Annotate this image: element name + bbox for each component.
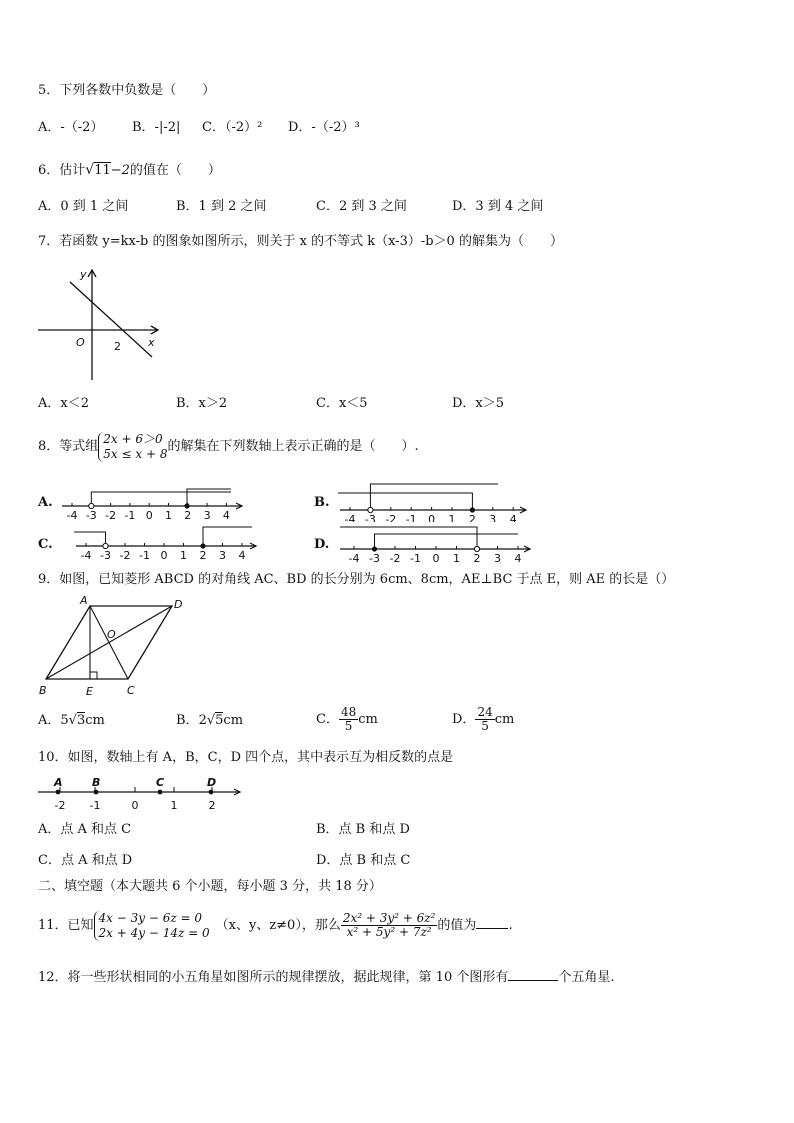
- q6-radicand: 11: [94, 163, 111, 178]
- q8-option-d-label: D.: [314, 537, 330, 552]
- q6-stem: [38, 162, 221, 179]
- numberline-tick-label: 3: [203, 509, 211, 522]
- numberline-tick-label: -2: [385, 513, 397, 522]
- q8-option-b-label: B.: [314, 495, 330, 510]
- numberline-tick-label: 2: [184, 509, 192, 522]
- q9-option-a: [38, 713, 105, 729]
- q11-line1: 4x − 3y − 6z = 0: [98, 910, 203, 925]
- q7-option-c: C．x＜5: [316, 396, 368, 411]
- numberline-tick-label: -2: [105, 509, 117, 522]
- q8-stem: [38, 428, 419, 466]
- numberline-tick-label: -3: [369, 552, 380, 565]
- q7-y-label: y: [80, 268, 87, 281]
- q9-option-c-fraction: [339, 706, 358, 733]
- q8-line1: 2x + 6＞0: [103, 431, 163, 446]
- q9-label-b: B: [39, 684, 47, 697]
- numberline-tick-label: -3: [100, 549, 111, 562]
- q9-option-c-unit: cm: [358, 712, 378, 727]
- q5-stem: 5．下列各数中负数是（ ）: [38, 83, 216, 98]
- q5-option-a: A．-（-2）: [38, 120, 104, 135]
- q9-option-d-unit: cm: [494, 712, 515, 727]
- q6-option-a: A．0 到 1 之间: [38, 199, 129, 214]
- numberline-tick-label: 4: [222, 509, 230, 522]
- q9-option-b: [176, 713, 243, 729]
- q6-suffix: 的值在（ ）: [129, 163, 221, 178]
- q10-tick-label: -1: [89, 799, 101, 812]
- q7-graph: [30, 262, 170, 384]
- numberline-tick-label: -3: [364, 513, 376, 522]
- q6-option-d: D．3 到 4 之间: [452, 199, 544, 214]
- q6-option-b: B．1 到 2 之间: [176, 199, 267, 214]
- q10-option-c: C．点 A 和点 D: [38, 853, 133, 868]
- q9-option-b-coef: 2: [198, 713, 207, 728]
- q10-numberline: [36, 772, 246, 816]
- q9-option-b-unit: cm: [223, 713, 244, 728]
- q10-option-a: A．点 A 和点 C: [38, 822, 132, 837]
- q5-option-d: D．-（-2）³: [288, 120, 360, 135]
- sqrt-symbol: √: [206, 713, 216, 728]
- q8-option-a-label: A.: [38, 495, 53, 510]
- q11-line2: 2x + 4y − 14z = 0: [98, 925, 210, 940]
- numberline-tick-label: -4: [80, 549, 92, 562]
- q10-option-d: D．点 B 和点 C: [316, 853, 411, 868]
- q8-numberline-a: [56, 480, 246, 522]
- numberline-tick-label: 4: [509, 513, 517, 522]
- q8-numberline-d: [334, 522, 534, 566]
- section-2-title: 二、填空题（本大题共 6 个小题，每小题 3 分，共 18 分）: [38, 879, 382, 894]
- q7-option-b: B．x＞2: [176, 396, 228, 411]
- q9-option-b-radicand: 5: [215, 713, 224, 728]
- numberline-tick-label: 3: [489, 513, 497, 522]
- q7-stem: 7．若函数 y=kx-b 的图象如图所示，则关于 x 的不等式 k（x-3）-b＞0 的解集为（ ）: [38, 234, 563, 249]
- q9-rhombus-figure: [34, 592, 204, 704]
- q8-numberline-c: [70, 522, 260, 566]
- q8-numberline-b: [334, 480, 530, 522]
- q9-option-d: [452, 702, 514, 738]
- numberline-tick-label: 1: [180, 549, 187, 562]
- q10-tick-label: 2: [208, 799, 216, 812]
- q9-label-e: E: [86, 685, 93, 698]
- q9-label-c: C: [127, 684, 135, 697]
- numberline-tick-label: 0: [432, 552, 440, 565]
- q9-option-c-num: 48: [340, 705, 357, 719]
- numberline-tick-label: -3: [85, 509, 97, 522]
- numberline-tick-label: 1: [453, 552, 460, 565]
- numberline-tick-label: 4: [514, 552, 522, 565]
- numberline-tick-label: -1: [139, 549, 150, 562]
- q11-denominator: x² + 5y² + 7z²: [346, 925, 432, 939]
- q7-origin-label: O: [76, 336, 85, 349]
- q7-intercept-label: 2: [114, 340, 121, 353]
- q11-suffix: 的值为: [437, 918, 477, 933]
- q10-point-b: [94, 790, 99, 795]
- q9-option-a-coef: 5: [60, 713, 69, 728]
- sqrt-symbol: √: [68, 713, 77, 728]
- q10-point-a: [56, 790, 61, 795]
- numberline-tick-label: 1: [448, 513, 456, 522]
- q11-prefix: 11．已知: [38, 918, 94, 933]
- q11-numerator: 2x² + 3y² + 6z²: [342, 911, 436, 925]
- q10-tick-label: 1: [170, 799, 178, 812]
- numberline-tick-label: -1: [124, 509, 136, 522]
- q10-point-label-c: C: [156, 776, 165, 789]
- numberline-tick-label: -4: [66, 509, 78, 522]
- q9-option-d-label: D．: [452, 712, 476, 727]
- q9-option-c: [316, 702, 378, 738]
- q9-option-c-label: C．: [316, 712, 339, 727]
- q11-stem: [38, 904, 513, 948]
- numberline-tick-label: 0: [428, 513, 436, 522]
- q8-line2: 5x ≤ x + 8: [103, 446, 168, 461]
- q12-stem: [38, 968, 615, 986]
- q10-tick-label: -2: [54, 799, 66, 812]
- q12-suffix: 个五角星.: [558, 970, 615, 985]
- q10-stem: 10．如图，数轴上有 A，B，C，D 四个点，其中表示互为相反数的点是: [38, 750, 454, 765]
- numberline-tick-label: 1: [165, 509, 172, 522]
- q9-stem: 9．如图，已知菱形 ABCD 的对角线 AC、BD 的长分别为 6cm、8cm，AE⊥BC 于点 E，则 AE 的长是（）: [38, 572, 675, 587]
- q10-point-label-a: A: [54, 776, 63, 789]
- q5-option-b: B．-|-2|: [132, 120, 181, 135]
- q7-option-d: D．x＞5: [452, 396, 505, 411]
- q11-end: .: [508, 918, 513, 933]
- numberline-tick-label: 2: [473, 552, 481, 565]
- numberline-tick-label: 3: [494, 552, 501, 565]
- q10-option-b: B．点 B 和点 D: [316, 822, 410, 837]
- q6-minus: −2: [110, 163, 130, 178]
- q6-prefix: 6．估计: [38, 163, 86, 178]
- q9-label-d: D: [174, 598, 183, 611]
- numberline-tick-label: -2: [389, 552, 401, 565]
- q10-point-label-b: B: [92, 776, 101, 789]
- q10-tick-label: 0: [131, 799, 139, 812]
- q5-option-c: C．（-2）²: [202, 120, 263, 135]
- q9-option-c-den: 5: [344, 719, 353, 733]
- q12-text: 12．将一些形状相同的小五角星如图所示的规律摆放，据此规律，第 10 个图形有: [38, 970, 509, 985]
- q7-x-label: x: [148, 336, 155, 349]
- q10-point-label-d: D: [207, 776, 217, 789]
- q11-system: [94, 911, 210, 941]
- q9-option-d-num: 24: [477, 705, 493, 719]
- q9-option-d-fraction: [475, 706, 494, 733]
- numberline-tick-label: 0: [160, 549, 168, 562]
- q10-point-c: [158, 790, 163, 795]
- q12-answer-blank[interactable]: [508, 968, 558, 981]
- q11-fraction: [341, 912, 438, 939]
- numberline-tick-label: 2: [199, 549, 207, 562]
- numberline-tick-label: -1: [410, 552, 421, 565]
- numberline-tick-label: -4: [344, 513, 356, 522]
- q9-label-a: A: [80, 594, 88, 607]
- q7-option-a: A．x＜2: [38, 396, 89, 411]
- numberline-tick-label: -2: [119, 549, 131, 562]
- q8-system: [98, 432, 167, 462]
- sqrt-symbol: √: [85, 162, 95, 178]
- numberline-tick-label: -4: [348, 552, 360, 565]
- q9-option-d-den: 5: [481, 719, 489, 733]
- q8-option-c-label: C.: [38, 537, 53, 552]
- numberline-tick-label: 2: [468, 513, 476, 522]
- q9-option-a-unit: cm: [85, 713, 105, 728]
- q9-label-o: O: [107, 628, 116, 641]
- numberline-tick-label: 0: [145, 509, 153, 522]
- numberline-tick-label: -1: [405, 513, 417, 522]
- q8-suffix: 的解集在下列数轴上表示正确的是（ ）.: [167, 439, 419, 454]
- q8-prefix: 8．等式组: [38, 439, 99, 454]
- q10-point-d: [209, 790, 214, 795]
- q6-option-c: C．2 到 3 之间: [316, 199, 407, 214]
- q11-condition: （x、y、z≠0），那么: [215, 918, 341, 933]
- numberline-tick-label: 4: [238, 549, 246, 562]
- q9-option-a-label: A．: [38, 713, 61, 728]
- q9-option-a-radicand: 3: [76, 713, 86, 728]
- q11-answer-blank[interactable]: [476, 916, 508, 929]
- q9-option-b-label: B．: [176, 713, 199, 728]
- numberline-tick-label: 3: [219, 549, 226, 562]
